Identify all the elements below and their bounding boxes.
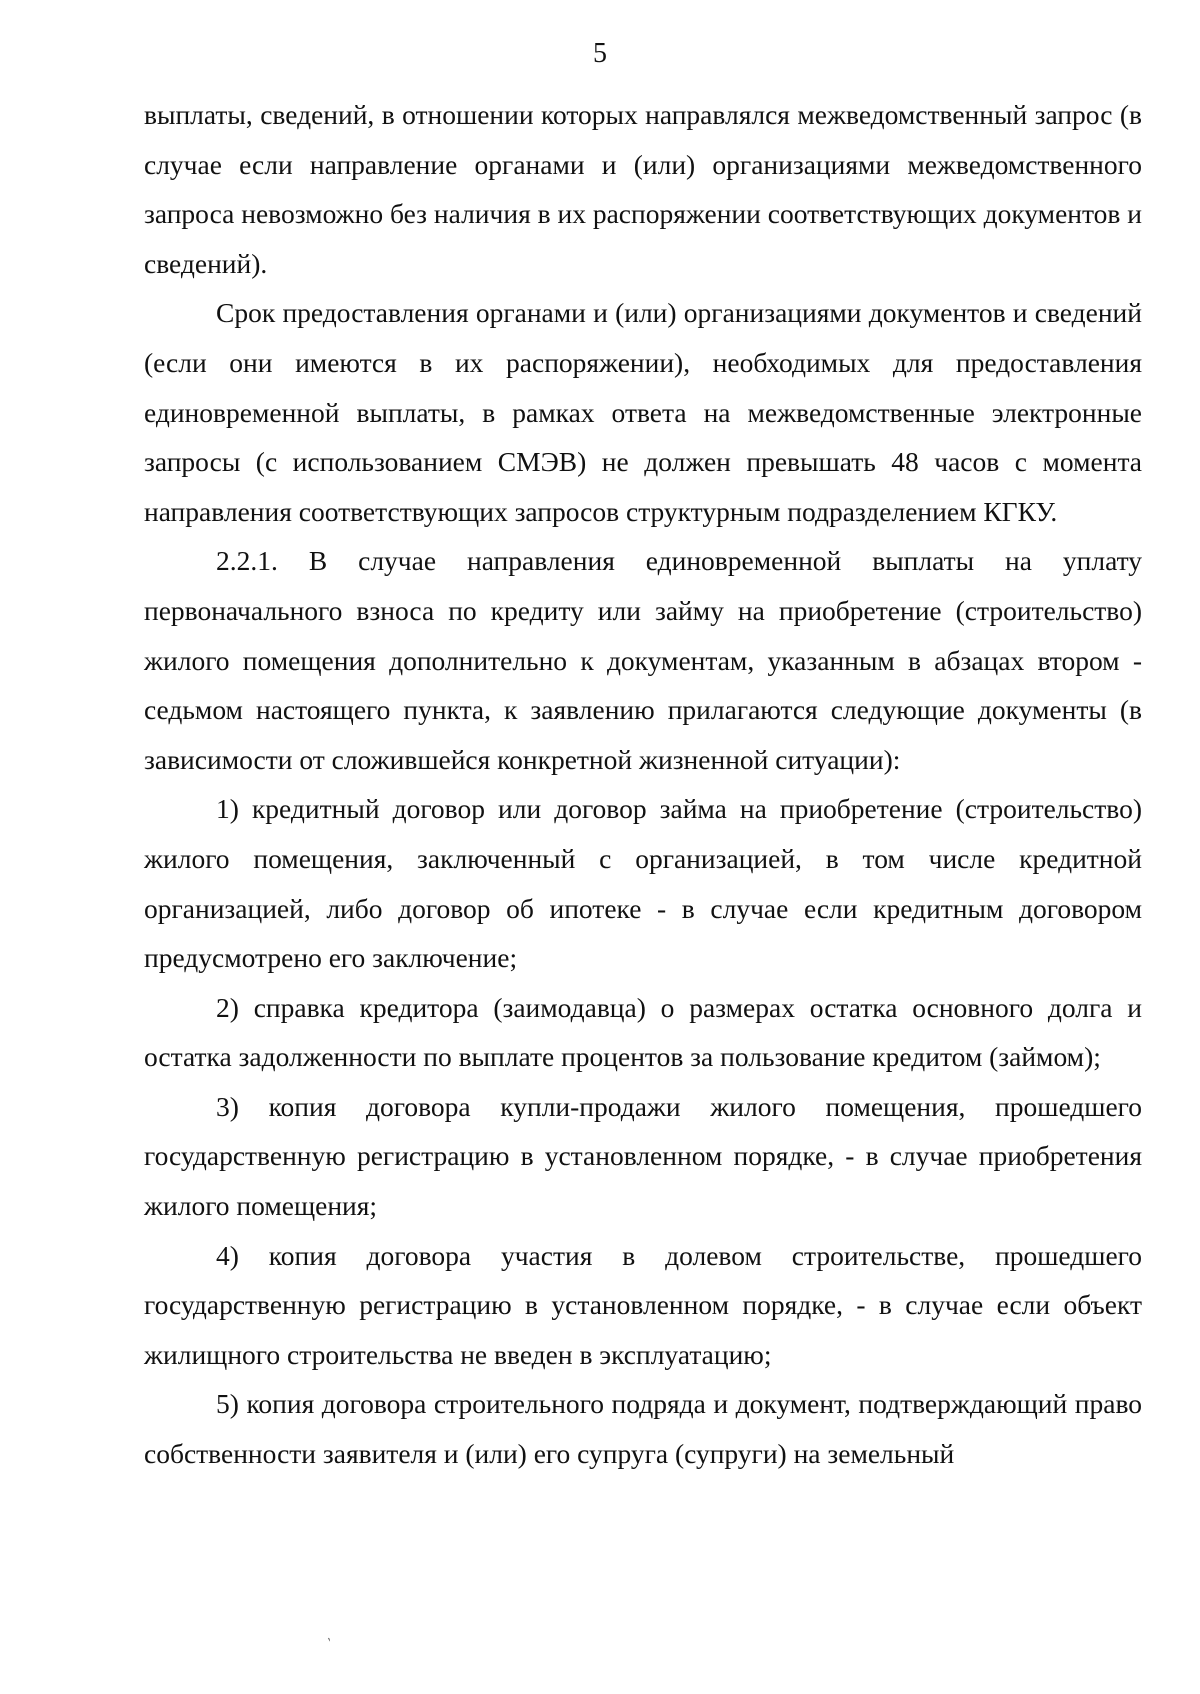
list-item-3: 3) копия договора купли-продажи жилого помещения, прошедшего государственную регистрацию в установленном порядке, - в случае приобретения жилого помещения; xyxy=(144,1090,1142,1222)
paragraph-continuation: выплаты, сведений, в отношении которых направлялся межведомственный запрос (в случае если направление органами и (или) организациями межведомственного запроса невозможно без наличия в их распоряжении соответствующих документов и сведений). xyxy=(144,99,1142,279)
page-number: 5 xyxy=(593,38,607,69)
scan-speck-mark: ˋ xyxy=(320,1635,333,1654)
list-item-5: 5) копия договора строительного подряда и документ, подтверждающий право собственности заявителя и (или) его супруга (супруги) на земельный xyxy=(144,1388,1142,1470)
list-item-4: 4) копия договора участия в долевом строительстве, прошедшего государственную регистрацию в установленном порядке, - в случае если объект жилищного строительства не введен в эксплуатацию; xyxy=(144,1239,1142,1370)
paragraph-deadline: Срок предоставления органами и (или) организациями документов и сведений (если они имеются в их распоряжении), необходимых для предоставления единовременной выплаты, в рамках ответа на межведомственные электронные запросы (с использованием СМЭВ) не должен превышать 48 часов с момента направления соответствующих запросов структурным подразделением КГКУ. xyxy=(144,297,1142,527)
list-item-2: 2) справка кредитора (заимодавца) о размерах остатка основного долга и остатка задолженности по выплате процентов за пользование кредитом (займом); xyxy=(144,991,1142,1073)
list-item-1: 1) кредитный договор или договор займа на приобретение (строительство) жилого помещения, заключенный с организацией, в том числе кредитной организацией, либо договор об ипотеке - в случае если кредитным договором предусмотрено его заключение; xyxy=(144,793,1142,974)
paragraph-2-2-1: 2.2.1. В случае направления единовременной выплаты на уплату первоначального взноса по кредиту или займу на приобретение (строительство) жилого помещения дополнительно к документам, указанным в абзацах втором - седьмом настоящего пункта, к заявлению прилагаются следующие документы (в зависимости от сложившейся конкретной жизненной ситуации): xyxy=(144,545,1142,775)
document-body xyxy=(144,90,1142,1479)
